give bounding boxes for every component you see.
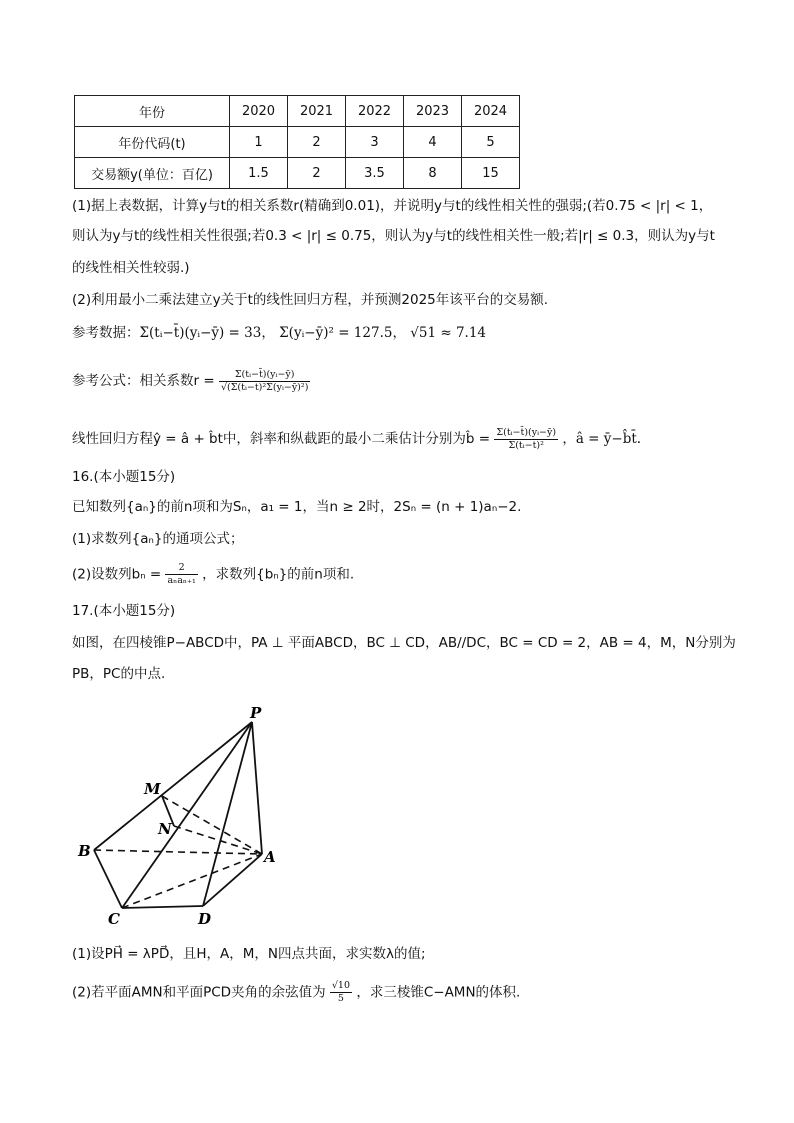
table-cell: 2 (288, 127, 346, 158)
label-M: M (144, 780, 161, 798)
table-cell: 年份代码(t) (75, 127, 230, 158)
reference-data-sum-ty: Σ(tᵢ−t̄)(yᵢ−ȳ) = 33， (139, 325, 275, 341)
cosine-numerator: √10 (331, 980, 351, 991)
label-B: B (78, 842, 91, 860)
reference-formula-label: 参考公式：相关系数r = (72, 373, 215, 389)
reference-data (72, 323, 734, 343)
slope-fraction (494, 427, 558, 452)
q17-header: 17.(本小题15分) (72, 603, 176, 619)
regression-formula (72, 426, 734, 452)
q16-header: 16.(本小题15分) (72, 469, 176, 485)
q17-part2 (72, 980, 734, 1005)
bn-fraction (165, 562, 197, 587)
correlation-numerator: Σ(tᵢ−t̄)(yᵢ−ȳ) (219, 369, 310, 382)
correlation-fraction (219, 369, 310, 394)
table-cell: 4 (404, 127, 462, 158)
table-cell: 1 (230, 127, 288, 158)
label-D: D (198, 910, 212, 928)
slope-denominator: Σ(tᵢ−t̄)² (508, 439, 544, 451)
table-cell: 8 (404, 158, 462, 189)
correlation-denominator: √(Σ(tᵢ−t̄)²Σ(yᵢ−ȳ)²) (220, 381, 309, 393)
q15-part2: (2)利用最小二乘法建立y关于t的线性回归方程，并预测2025年该平台的交易额. (72, 292, 549, 308)
table-cell: 交易额y(单位：百亿) (75, 158, 230, 189)
pyramid-figure (72, 700, 302, 930)
reference-data-sqrt: √51 ≈ 7.14 (410, 325, 486, 341)
cosine-fraction (330, 980, 352, 1005)
table-header-cell: 年份 (75, 96, 230, 127)
label-A: A (264, 848, 276, 866)
q15-part1-line3: 的线性相关性较弱.) (72, 260, 190, 276)
table-header-cell: 2022 (346, 96, 404, 127)
table-row (75, 96, 520, 127)
cosine-denominator: 5 (337, 993, 344, 1004)
table-cell: 3.5 (346, 158, 404, 189)
label-N: N (158, 820, 172, 838)
table-cell: 3 (346, 127, 404, 158)
bn-numerator: 2 (165, 562, 197, 575)
slope-numerator: Σ(tᵢ−t̄)(yᵢ−ȳ) (496, 426, 557, 438)
reference-data-label: 参考数据： (72, 325, 140, 341)
table-header-cell: 2023 (404, 96, 462, 127)
table-cell: 5 (462, 127, 520, 158)
data-table (74, 95, 520, 189)
bn-denominator: aₙaₙ₊₁ (167, 575, 196, 586)
table-row (75, 127, 520, 158)
q17-part2-prefix: (2)若平面AMN和平面PCD夹角的余弦值为 (72, 984, 326, 1001)
q15-part1-line2: 则认为y与t的线性相关性很强;若0.3 < |r| ≤ 0.75，则认为y与t的线性相关性一般;若|r| ≤ 0.3，则认为y与t (72, 228, 715, 244)
q16-part2 (72, 562, 734, 587)
table-header-cell: 2021 (288, 96, 346, 127)
table-row (75, 158, 520, 189)
table-header-cell: 2024 (462, 96, 520, 127)
reference-formula (72, 368, 734, 394)
table-header-cell: 2020 (230, 96, 288, 127)
table-cell: 1.5 (230, 158, 288, 189)
q17-stem-line2: PB，PC的中点. (72, 666, 166, 682)
q16-stem: 已知数列{aₙ}的前n项和为Sₙ，a₁ = 1，当n ≥ 2时，2Sₙ = (n + 1)aₙ−2. (72, 499, 522, 515)
regression-label: 线性回归方程ŷ = â + b̂t中，斜率和纵截距的最小二乘估计分别为b̂ = (72, 431, 491, 447)
intercept-formula: ，â = ȳ−b̂t̄. (562, 431, 642, 447)
q15-part1-line1: (1)据上表数据，计算y与t的相关系数r(精确到0.01)，并说明y与t的线性相关性的强弱;(若0.75 < |r| < 1， (72, 198, 713, 214)
label-C: C (108, 910, 120, 928)
label-P: P (250, 704, 262, 722)
q16-part2-suffix: ，求数列{bₙ}的前n项和. (202, 566, 355, 583)
table-cell: 15 (462, 158, 520, 189)
q16-part2-prefix: (2)设数列bₙ = (72, 566, 162, 583)
reference-data-sum-yy: Σ(yᵢ−ȳ)² = 127.5， (279, 325, 406, 341)
table-cell: 2 (288, 158, 346, 189)
q17-part1: (1)设PH⃗ = λPD⃗，且H，A，M，N四点共面，求实数λ的值; (72, 946, 426, 962)
q17-part2-suffix: ，求三棱锥C−AMN的体积. (356, 984, 521, 1001)
q16-part1: (1)求数列{aₙ}的通项公式； (72, 531, 244, 547)
q17-stem-line1: 如图，在四棱锥P−ABCD中，PA ⊥ 平面ABCD，BC ⊥ CD，AB//DC，BC = CD = 2，AB = 4，M，N分别为 (72, 635, 736, 651)
